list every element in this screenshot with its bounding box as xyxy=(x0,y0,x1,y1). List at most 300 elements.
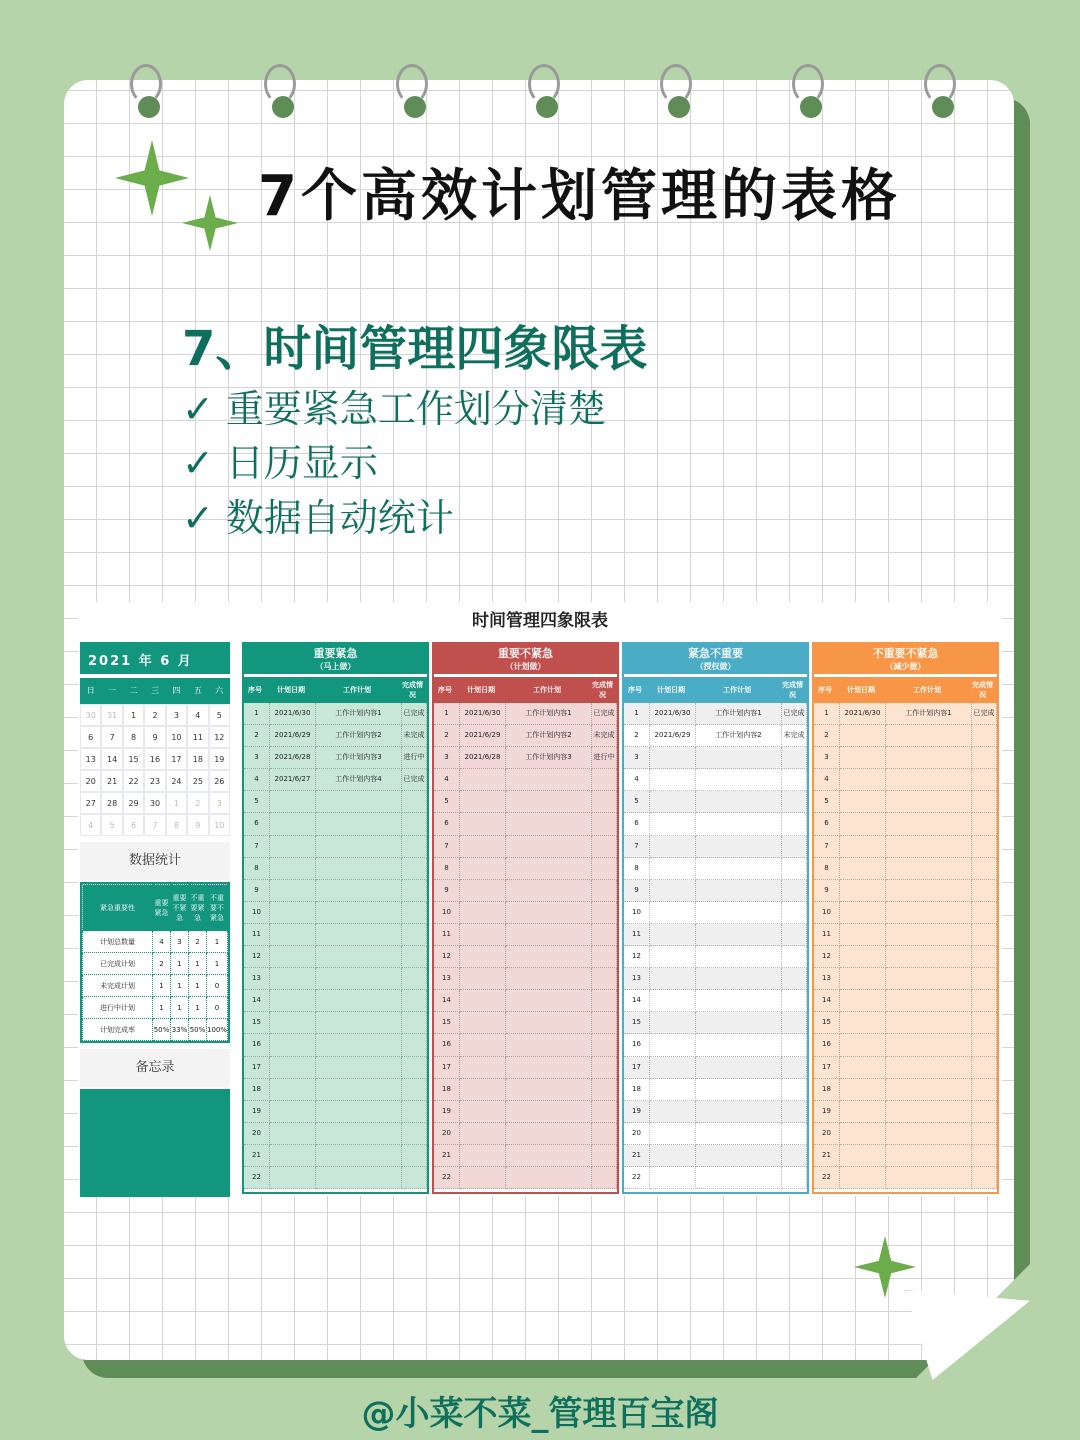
table-cell xyxy=(972,1101,997,1123)
calendar-day[interactable]: 25 xyxy=(187,770,208,792)
table-row[interactable] xyxy=(624,1167,807,1189)
table-row[interactable] xyxy=(434,1079,617,1101)
table-row[interactable] xyxy=(244,1057,427,1079)
table-row[interactable] xyxy=(244,880,427,902)
table-cell xyxy=(886,1101,972,1123)
calendar-day[interactable]: 4 xyxy=(187,704,208,726)
table-row[interactable] xyxy=(244,990,427,1012)
table-row[interactable] xyxy=(434,968,617,990)
table-cell xyxy=(506,1012,592,1034)
table-row[interactable] xyxy=(814,769,997,791)
table-cell xyxy=(650,946,696,968)
table-row[interactable] xyxy=(244,1101,427,1123)
table-cell xyxy=(840,880,886,902)
table-cell xyxy=(402,924,427,946)
table-cell: 14 xyxy=(624,990,650,1012)
table-cell: 14 xyxy=(434,990,460,1012)
table-row[interactable] xyxy=(624,924,807,946)
calendar-day[interactable]: 10 xyxy=(166,726,187,748)
table-row[interactable] xyxy=(814,1167,997,1189)
calendar-day[interactable]: 6 xyxy=(80,726,101,748)
table-cell xyxy=(886,1167,972,1189)
calendar-day[interactable]: 5 xyxy=(209,704,230,726)
table-cell xyxy=(886,1079,972,1101)
table-cell: 1 xyxy=(624,703,650,725)
table-cell xyxy=(592,1167,617,1189)
calendar-day[interactable]: 21 xyxy=(101,770,122,792)
table-cell xyxy=(592,1057,617,1079)
table-cell xyxy=(506,924,592,946)
table-row[interactable] xyxy=(244,747,427,769)
table-row[interactable] xyxy=(814,703,997,725)
table-row[interactable] xyxy=(434,747,617,769)
table-cell: 16 xyxy=(624,1034,650,1056)
table-row[interactable] xyxy=(814,813,997,835)
calendar-day[interactable]: 26 xyxy=(209,770,230,792)
table-cell: 5 xyxy=(244,791,270,813)
table-cell xyxy=(270,1079,316,1101)
calendar-day[interactable]: 17 xyxy=(166,748,187,770)
column-header: 完成情况 xyxy=(782,681,803,699)
table-cell xyxy=(402,1167,427,1189)
stats-row xyxy=(83,953,228,975)
table-cell xyxy=(840,1123,886,1145)
table-cell: 3 xyxy=(814,747,840,769)
calendar-day[interactable]: 24 xyxy=(166,770,187,792)
table-cell xyxy=(316,1101,402,1123)
calendar-day[interactable]: 10 xyxy=(209,814,230,836)
table-cell xyxy=(972,902,997,924)
table-cell: 已完成 xyxy=(782,703,807,725)
ring-hole xyxy=(800,96,822,118)
table-row[interactable] xyxy=(244,1012,427,1034)
table-row[interactable] xyxy=(434,880,617,902)
table-cell xyxy=(782,968,807,990)
table-cell xyxy=(782,791,807,813)
table-cell xyxy=(972,813,997,835)
table-row[interactable] xyxy=(244,1145,427,1167)
table-cell xyxy=(270,990,316,1012)
table-row[interactable] xyxy=(434,813,617,835)
table-row[interactable] xyxy=(814,1101,997,1123)
calendar-day[interactable]: 27 xyxy=(80,792,101,814)
table-row[interactable] xyxy=(814,990,997,1012)
table-cell xyxy=(592,968,617,990)
stats-cell: 1 xyxy=(170,997,188,1019)
table-row[interactable] xyxy=(244,813,427,835)
calendar-day[interactable]: 22 xyxy=(123,770,144,792)
table-cell: 工作计划内容1 xyxy=(506,703,592,725)
table-cell xyxy=(460,1167,506,1189)
table-cell xyxy=(402,1034,427,1056)
table-row[interactable] xyxy=(624,946,807,968)
table-cell xyxy=(402,858,427,880)
table-cell: 18 xyxy=(244,1079,270,1101)
stats-header: 重要紧急 xyxy=(152,885,170,931)
table-row[interactable] xyxy=(434,902,617,924)
table-cell xyxy=(592,813,617,835)
table-cell: 9 xyxy=(434,880,460,902)
table-cell xyxy=(650,1079,696,1101)
calendar-day[interactable]: 18 xyxy=(187,748,208,770)
table-row[interactable] xyxy=(624,813,807,835)
table-cell: 进行中 xyxy=(592,747,617,769)
table-row[interactable] xyxy=(244,725,427,747)
table-cell xyxy=(316,858,402,880)
table-row[interactable] xyxy=(814,924,997,946)
table-cell xyxy=(696,813,782,835)
column-header: 序号 xyxy=(438,686,452,694)
table-cell xyxy=(972,924,997,946)
table-row[interactable] xyxy=(434,1057,617,1079)
ring-hole xyxy=(536,96,558,118)
table-cell xyxy=(650,1012,696,1034)
table-row[interactable] xyxy=(244,968,427,990)
table-row[interactable] xyxy=(434,1034,617,1056)
stats-cell: 1 xyxy=(152,997,170,1019)
calendar-day[interactable]: 23 xyxy=(144,770,165,792)
calendar-day[interactable]: 4 xyxy=(80,814,101,836)
calendar-day[interactable]: 30 xyxy=(144,792,165,814)
table-cell: 2021/6/29 xyxy=(460,725,506,747)
table-cell xyxy=(650,968,696,990)
table-cell xyxy=(592,1101,617,1123)
ring-hole xyxy=(932,96,954,118)
table-cell xyxy=(782,1079,807,1101)
table-cell: 17 xyxy=(244,1057,270,1079)
table-cell: 工作计划内容2 xyxy=(316,725,402,747)
table-row[interactable] xyxy=(244,946,427,968)
table-row[interactable] xyxy=(624,1145,807,1167)
table-row[interactable] xyxy=(434,703,617,725)
column-header: 计划日期 xyxy=(277,686,305,694)
table-cell xyxy=(696,1123,782,1145)
calendar-day[interactable]: 31 xyxy=(101,704,122,726)
table-cell xyxy=(460,924,506,946)
table-cell xyxy=(270,902,316,924)
table-row[interactable] xyxy=(244,1034,427,1056)
table-cell xyxy=(840,1145,886,1167)
calendar-day[interactable]: 16 xyxy=(144,748,165,770)
table-cell xyxy=(886,1012,972,1034)
table-cell: 22 xyxy=(814,1167,840,1189)
calendar-day[interactable]: 3 xyxy=(209,792,230,814)
table-cell: 3 xyxy=(624,747,650,769)
quadrant-header xyxy=(812,642,999,674)
table-cell xyxy=(972,968,997,990)
weekday-label: 四 xyxy=(166,678,187,704)
author-handle: @小菜不菜_管理百宝阁 xyxy=(361,1394,719,1434)
stats-row xyxy=(83,997,228,1019)
table-row[interactable] xyxy=(624,902,807,924)
table-row[interactable] xyxy=(434,1167,617,1189)
table-cell: 11 xyxy=(244,924,270,946)
quadrant-4 xyxy=(812,642,999,1194)
weekday-label: 三 xyxy=(144,678,165,704)
binder-ring xyxy=(924,64,960,120)
table-cell: 18 xyxy=(814,1079,840,1101)
table-row[interactable] xyxy=(814,946,997,968)
table-cell xyxy=(270,880,316,902)
spreadsheet-preview xyxy=(78,602,1002,1196)
table-cell xyxy=(506,946,592,968)
table-cell: 1 xyxy=(244,703,270,725)
table-row[interactable] xyxy=(244,924,427,946)
table-cell xyxy=(592,1123,617,1145)
table-row[interactable] xyxy=(244,858,427,880)
table-cell xyxy=(460,1145,506,1167)
table-row[interactable] xyxy=(624,769,807,791)
stats-table xyxy=(80,882,230,1043)
quadrant-1 xyxy=(242,642,429,1194)
table-cell: 17 xyxy=(434,1057,460,1079)
calendar-day[interactable]: 7 xyxy=(144,814,165,836)
table-row[interactable] xyxy=(434,924,617,946)
table-row[interactable] xyxy=(814,1057,997,1079)
memo-title: 备忘录 xyxy=(80,1049,230,1087)
stats-cell: 1 xyxy=(206,953,227,975)
table-row[interactable] xyxy=(244,1079,427,1101)
table-row[interactable] xyxy=(434,990,617,1012)
calendar-day[interactable]: 8 xyxy=(166,814,187,836)
table-cell: 14 xyxy=(244,990,270,1012)
table-row[interactable] xyxy=(814,791,997,813)
table-cell xyxy=(316,1167,402,1189)
table-cell xyxy=(506,880,592,902)
column-headers xyxy=(812,677,999,703)
table-cell: 6 xyxy=(624,813,650,835)
calendar-day[interactable]: 13 xyxy=(80,748,101,770)
calendar-day[interactable]: 20 xyxy=(80,770,101,792)
stats-cell: 计划完成率 xyxy=(83,1019,153,1041)
quadrant-subtitle: （授权做） xyxy=(695,662,736,671)
table-row[interactable] xyxy=(814,1123,997,1145)
table-row[interactable] xyxy=(624,725,807,747)
table-cell xyxy=(592,836,617,858)
table-row[interactable] xyxy=(434,858,617,880)
table-row[interactable] xyxy=(624,747,807,769)
table-row[interactable] xyxy=(624,1123,807,1145)
table-row[interactable] xyxy=(624,1079,807,1101)
table-cell xyxy=(506,968,592,990)
table-cell xyxy=(840,1101,886,1123)
stats-cell: 0 xyxy=(206,997,227,1019)
column-header: 完成情况 xyxy=(592,681,613,699)
table-cell xyxy=(506,836,592,858)
calendar-day[interactable]: 12 xyxy=(209,726,230,748)
stats-row xyxy=(83,975,228,997)
table-row[interactable] xyxy=(434,836,617,858)
left-panel xyxy=(80,642,230,1197)
calendar-day[interactable]: 2 xyxy=(144,704,165,726)
table-cell xyxy=(886,902,972,924)
stats-cell: 1 xyxy=(170,953,188,975)
table-cell xyxy=(696,791,782,813)
table-cell xyxy=(886,791,972,813)
table-cell xyxy=(886,813,972,835)
table-cell: 9 xyxy=(624,880,650,902)
column-header: 工作计划 xyxy=(533,686,561,694)
calendar-day[interactable]: 6 xyxy=(123,814,144,836)
table-cell xyxy=(460,880,506,902)
table-cell: 22 xyxy=(624,1167,650,1189)
calendar-day[interactable]: 30 xyxy=(80,704,101,726)
calendar-day[interactable]: 2 xyxy=(187,792,208,814)
table-cell xyxy=(782,1145,807,1167)
table-row[interactable] xyxy=(814,1079,997,1101)
calendar-day[interactable]: 29 xyxy=(123,792,144,814)
table-cell xyxy=(592,946,617,968)
column-header: 计划日期 xyxy=(467,686,495,694)
table-cell xyxy=(592,902,617,924)
quadrant-2 xyxy=(432,642,619,1194)
table-cell xyxy=(782,880,807,902)
table-cell xyxy=(696,1034,782,1056)
table-cell xyxy=(650,791,696,813)
table-cell xyxy=(650,902,696,924)
table-row[interactable] xyxy=(434,1101,617,1123)
table-row[interactable] xyxy=(624,836,807,858)
weekday-label: 日 xyxy=(80,678,101,704)
table-cell xyxy=(782,1101,807,1123)
table-row[interactable] xyxy=(624,880,807,902)
table-cell: 21 xyxy=(244,1145,270,1167)
table-row[interactable] xyxy=(244,1167,427,1189)
table-cell xyxy=(270,836,316,858)
weekday-label: 六 xyxy=(209,678,230,704)
table-cell: 22 xyxy=(434,1167,460,1189)
table-row[interactable] xyxy=(814,902,997,924)
table-row[interactable] xyxy=(244,791,427,813)
stats-row xyxy=(83,1019,228,1041)
table-row[interactable] xyxy=(434,769,617,791)
feature-item: ✓ 重要紧急工作划分清楚 xyxy=(182,387,606,431)
column-headers xyxy=(432,677,619,703)
table-cell xyxy=(316,791,402,813)
table-row[interactable] xyxy=(244,1123,427,1145)
table-cell xyxy=(270,1034,316,1056)
table-cell xyxy=(972,1079,997,1101)
calendar-day[interactable]: 8 xyxy=(123,726,144,748)
calendar-day[interactable]: 5 xyxy=(101,814,122,836)
calendar-day[interactable]: 1 xyxy=(123,704,144,726)
table-row[interactable] xyxy=(624,990,807,1012)
quadrant-title: 紧急不重要 xyxy=(688,647,743,660)
table-cell: 已完成 xyxy=(972,703,997,725)
table-cell: 3 xyxy=(434,747,460,769)
calendar-day[interactable]: 9 xyxy=(187,814,208,836)
column-header: 序号 xyxy=(818,686,832,694)
calendar-day[interactable]: 3 xyxy=(166,704,187,726)
table-row[interactable] xyxy=(624,858,807,880)
table-row[interactable] xyxy=(434,946,617,968)
calendar-day[interactable]: 15 xyxy=(123,748,144,770)
table-cell xyxy=(972,1057,997,1079)
table-row[interactable] xyxy=(434,791,617,813)
table-cell xyxy=(886,747,972,769)
table-row[interactable] xyxy=(624,1012,807,1034)
table-row[interactable] xyxy=(624,1101,807,1123)
calendar-day[interactable]: 28 xyxy=(101,792,122,814)
table-cell: 15 xyxy=(624,1012,650,1034)
table-row[interactable] xyxy=(624,1034,807,1056)
table-cell xyxy=(402,990,427,1012)
table-cell: 工作计划内容4 xyxy=(316,769,402,791)
table-cell xyxy=(972,946,997,968)
table-row[interactable] xyxy=(434,1145,617,1167)
table-row[interactable] xyxy=(434,1012,617,1034)
memo-area[interactable] xyxy=(80,1089,230,1197)
table-cell: 2021/6/30 xyxy=(270,703,316,725)
stats-cell: 1 xyxy=(152,975,170,997)
table-cell xyxy=(316,880,402,902)
table-row[interactable] xyxy=(434,725,617,747)
table-cell xyxy=(840,1079,886,1101)
table-row[interactable] xyxy=(624,1057,807,1079)
section-title: 7、时间管理四象限表 xyxy=(182,321,648,377)
table-row[interactable] xyxy=(814,880,997,902)
table-row[interactable] xyxy=(814,747,997,769)
table-row[interactable] xyxy=(624,791,807,813)
binder-ring xyxy=(396,64,432,120)
table-row[interactable] xyxy=(244,902,427,924)
table-row[interactable] xyxy=(814,725,997,747)
quadrant-title: 重要不紧急 xyxy=(498,647,553,660)
table-cell xyxy=(696,924,782,946)
binder-ring xyxy=(528,64,564,120)
table-cell xyxy=(402,1145,427,1167)
table-cell xyxy=(316,1079,402,1101)
table-row[interactable] xyxy=(244,769,427,791)
table-cell xyxy=(402,880,427,902)
table-cell xyxy=(402,791,427,813)
calendar-day[interactable]: 7 xyxy=(101,726,122,748)
table-row[interactable] xyxy=(624,968,807,990)
table-row[interactable] xyxy=(814,836,997,858)
table-cell xyxy=(972,747,997,769)
table-cell xyxy=(506,813,592,835)
column-header: 工作计划 xyxy=(343,686,371,694)
table-row[interactable] xyxy=(244,703,427,725)
table-cell: 4 xyxy=(434,769,460,791)
table-cell xyxy=(506,858,592,880)
table-row[interactable] xyxy=(434,1123,617,1145)
table-row[interactable] xyxy=(814,968,997,990)
calendar-day[interactable]: 9 xyxy=(144,726,165,748)
column-header: 序号 xyxy=(628,686,642,694)
column-headers xyxy=(622,677,809,703)
calendar-day[interactable]: 14 xyxy=(101,748,122,770)
table-cell: 8 xyxy=(624,858,650,880)
table-cell: 14 xyxy=(814,990,840,1012)
table-cell xyxy=(270,1167,316,1189)
table-row[interactable] xyxy=(814,858,997,880)
table-row[interactable] xyxy=(624,703,807,725)
table-row[interactable] xyxy=(814,1145,997,1167)
table-cell: 2021/6/29 xyxy=(270,725,316,747)
table-row[interactable] xyxy=(814,1034,997,1056)
table-row[interactable] xyxy=(244,836,427,858)
table-cell: 2021/6/27 xyxy=(270,769,316,791)
table-cell: 工作计划内容2 xyxy=(506,725,592,747)
column-header: 计划日期 xyxy=(657,686,685,694)
table-row[interactable] xyxy=(814,1012,997,1034)
calendar-day[interactable]: 11 xyxy=(187,726,208,748)
table-cell xyxy=(840,858,886,880)
stats-cell: 1 xyxy=(170,975,188,997)
calendar-day[interactable]: 1 xyxy=(166,792,187,814)
calendar-day[interactable]: 19 xyxy=(209,748,230,770)
